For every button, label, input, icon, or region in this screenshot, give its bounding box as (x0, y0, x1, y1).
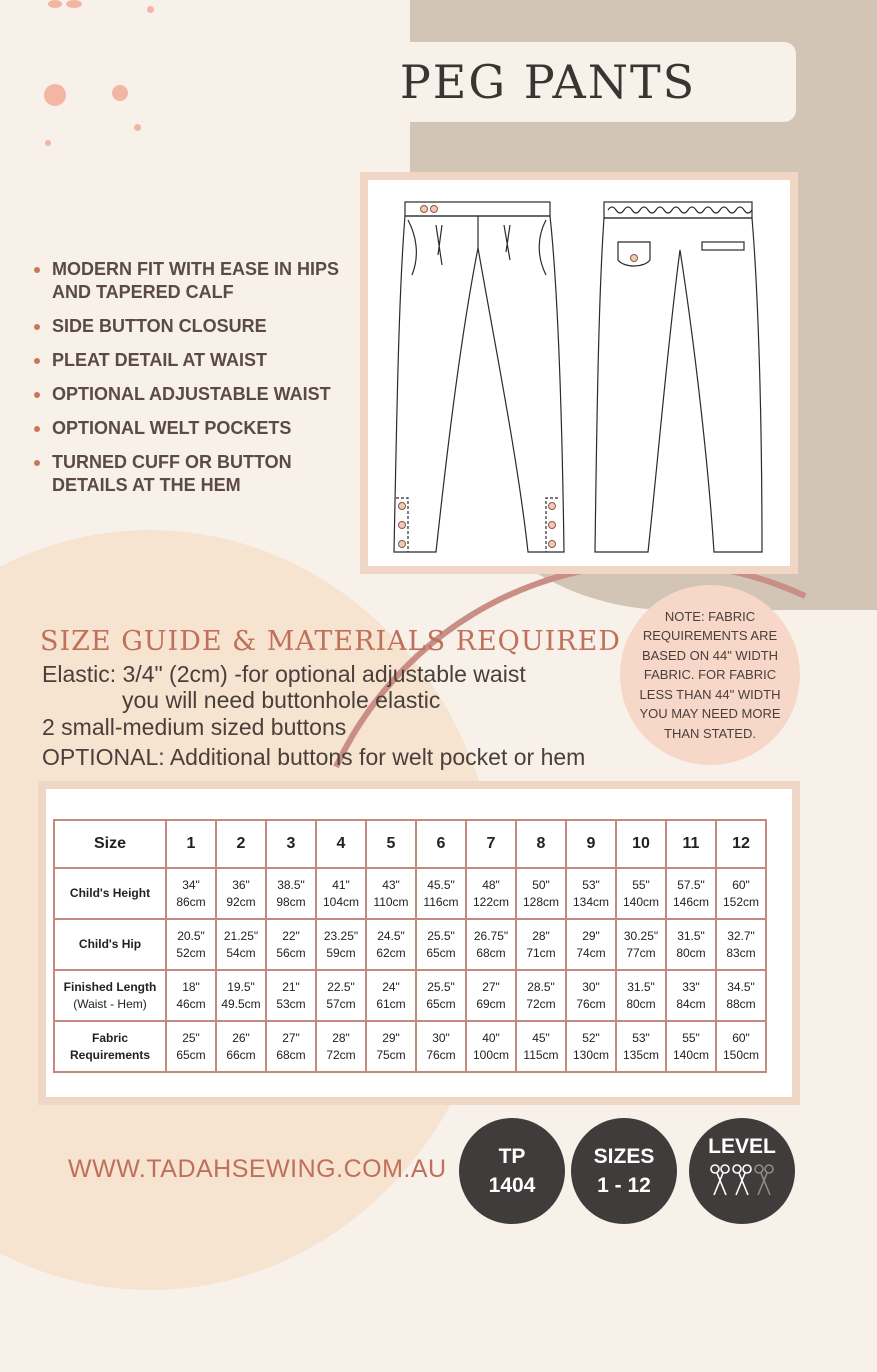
table-cell (166, 919, 216, 970)
cell-metric: 68cm (276, 1047, 306, 1062)
scissors-icon (755, 1165, 773, 1195)
button-icon (399, 503, 406, 510)
cell-metric: 134cm (572, 894, 610, 909)
cell-imperial: 34.5" (727, 979, 755, 994)
size-table-panel (46, 789, 792, 1097)
cell-metric: 76cm (426, 1047, 456, 1062)
table-cell (516, 1021, 566, 1072)
feature-item (34, 417, 354, 440)
materials-optional: OPTIONAL: Additional buttons for welt pocket or hem (42, 744, 586, 770)
cell-imperial: 28.5" (527, 979, 555, 994)
decor-dot (45, 140, 51, 146)
feature-text: MODERN FIT WITH EASE IN HIPS AND TAPERED CALF (52, 259, 340, 302)
table-header-row (54, 820, 766, 868)
cell-metric: 86cm (176, 894, 206, 909)
table-cell (266, 919, 316, 970)
table-cell (366, 970, 416, 1021)
cell-imperial: 55" (682, 1030, 700, 1045)
button-icon (431, 206, 438, 213)
materials-elastic: Elastic: 3/4" (2cm) -for optional adjustable waist (42, 661, 526, 687)
materials-elastic-detail: you will need buttonhole elastic (122, 687, 441, 713)
table-cell (166, 1021, 216, 1072)
size-header: 1 (166, 820, 216, 868)
cell-imperial: 30" (582, 979, 600, 994)
title-bar (300, 42, 796, 122)
button-icon (549, 503, 556, 510)
table-cell (316, 868, 366, 919)
website-url[interactable]: WWW.TADAHSEWING.COM.AU (68, 1155, 447, 1183)
cell-imperial: 45.5" (427, 877, 455, 892)
cell-metric: 140cm (672, 1047, 710, 1062)
table-cell (566, 1021, 616, 1072)
decor-dot (134, 124, 141, 131)
table-row (54, 1021, 766, 1072)
cell-imperial: 28" (532, 928, 550, 943)
table-cell (516, 919, 566, 970)
cell-imperial: 30" (432, 1030, 450, 1045)
bullet-icon (34, 460, 40, 466)
cell-imperial: 23.25" (323, 928, 359, 943)
table-row (54, 868, 766, 919)
bullet-icon (34, 358, 40, 364)
table-cell (316, 970, 366, 1021)
cell-metric: 65cm (426, 945, 456, 960)
table-cell (216, 970, 266, 1021)
table-cell (366, 919, 416, 970)
cell-metric: 68cm (476, 945, 506, 960)
cell-metric: 49.5cm (221, 996, 261, 1011)
technical-drawing-frame (360, 172, 798, 574)
technical-drawing (368, 180, 790, 566)
cell-metric: 135cm (622, 1047, 660, 1062)
fabric-note (620, 585, 800, 765)
table-cell (416, 868, 466, 919)
table-cell (566, 919, 616, 970)
materials-buttons: 2 small-medium sized buttons (42, 714, 347, 740)
pants-flat-sketch (368, 180, 790, 566)
size-header: 12 (716, 820, 766, 868)
cell-metric: 88cm (726, 996, 756, 1011)
table-cell (516, 970, 566, 1021)
row-label-text: Child's Hip (78, 937, 142, 951)
decor-dot (147, 6, 154, 13)
cell-metric: 65cm (176, 1047, 206, 1062)
row-label-text: Child's Height (69, 886, 151, 900)
table-cell (266, 1021, 316, 1072)
button-icon (399, 541, 406, 548)
row-label-text: Finished Length (63, 979, 157, 994)
cell-imperial: 20.5" (177, 928, 205, 943)
bullet-icon (34, 426, 40, 432)
pattern-code-label: TP (498, 1145, 526, 1168)
cell-metric: 98cm (276, 894, 306, 909)
table-cell (316, 1021, 366, 1072)
cell-imperial: 41" (332, 877, 350, 892)
bullet-icon (34, 324, 40, 330)
feature-text: OPTIONAL WELT POCKETS (52, 418, 292, 438)
cell-metric: 71cm (526, 945, 556, 960)
feature-text: SIDE BUTTON CLOSURE (52, 316, 267, 336)
table-cell (566, 970, 616, 1021)
cell-metric: 128cm (522, 894, 560, 909)
size-header: 5 (366, 820, 416, 868)
button-icon (399, 522, 406, 529)
cell-metric: 53cm (276, 996, 306, 1011)
table-cell (616, 970, 666, 1021)
feature-item (34, 258, 354, 304)
table-cell (316, 919, 366, 970)
cell-metric: 80cm (626, 996, 656, 1011)
cell-imperial: 22.5" (327, 979, 355, 994)
cell-metric: 54cm (226, 945, 256, 960)
table-cell (716, 919, 766, 970)
table-cell (266, 868, 316, 919)
table-cell (666, 868, 716, 919)
cell-imperial: 40" (482, 1030, 500, 1045)
section-title: SIZE GUIDE & MATERIALS REQUIRED (40, 626, 621, 657)
cell-imperial: 31.5" (627, 979, 655, 994)
cell-imperial: 52" (582, 1030, 600, 1045)
cell-imperial: 53" (632, 1030, 650, 1045)
cell-imperial: 25.5" (427, 928, 455, 943)
cell-metric: 77cm (626, 945, 656, 960)
cell-imperial: 60" (732, 877, 750, 892)
cell-imperial: 55" (632, 877, 650, 892)
cell-metric: 84cm (676, 996, 706, 1011)
cell-imperial: 36" (232, 877, 250, 892)
size-table (53, 819, 767, 1073)
cell-imperial: 21.25" (223, 928, 259, 943)
cell-metric: 152cm (722, 894, 760, 909)
cell-imperial: 18" (182, 979, 200, 994)
cell-metric: 66cm (226, 1047, 256, 1062)
cell-imperial: 53" (582, 877, 600, 892)
cell-imperial: 27" (482, 979, 500, 994)
button-icon (549, 541, 556, 548)
size-header: 11 (666, 820, 716, 868)
row-label-subtext: Requirements (69, 1047, 151, 1062)
cell-imperial: 24.5" (377, 928, 405, 943)
table-cell (466, 919, 516, 970)
cell-metric: 115cm (523, 1047, 559, 1062)
button-icon (421, 206, 428, 213)
table-cell (366, 868, 416, 919)
page-title: PEG PANTS (399, 55, 697, 109)
cell-metric: 65cm (426, 996, 456, 1011)
table-cell (516, 868, 566, 919)
sizes-badge (571, 1118, 677, 1224)
sizes-range: 1 - 12 (597, 1174, 651, 1197)
sizes-label: SIZES (593, 1145, 655, 1168)
cell-imperial: 29" (582, 928, 600, 943)
bullet-icon (34, 392, 40, 398)
cell-imperial: 32.7" (727, 928, 755, 943)
cell-metric: 57cm (326, 996, 356, 1011)
cell-imperial: 57.5" (677, 877, 705, 892)
cell-imperial: 21" (282, 979, 300, 994)
cell-imperial: 60" (732, 1030, 750, 1045)
cell-imperial: 26.75" (473, 928, 509, 943)
size-header: 10 (616, 820, 666, 868)
back-elastic-shirring (608, 207, 752, 213)
cell-metric: 100cm (472, 1047, 510, 1062)
table-cell (616, 868, 666, 919)
decor-dot (44, 84, 66, 106)
cell-metric: 72cm (326, 1047, 356, 1062)
cell-imperial: 30.25" (623, 928, 659, 943)
front-pants-outline (394, 216, 564, 552)
table-cell (416, 970, 466, 1021)
cell-imperial: 27" (282, 1030, 300, 1045)
fabric-note-text: NOTE: FABRIC REQUIREMENTS ARE BASED ON 44" WIDTH FABRIC. FOR FABRIC LESS THAN 44" WIDTH YOU MAY NEED MORE THAN STATED. (639, 608, 781, 741)
back-pants-outline (595, 218, 762, 552)
button-icon (549, 522, 556, 529)
table-cell (616, 1021, 666, 1072)
level-scissors (707, 1161, 777, 1201)
table-cell (666, 1021, 716, 1072)
cell-metric: 61cm (376, 996, 406, 1011)
size-header: 7 (466, 820, 516, 868)
back-welt-pocket (702, 242, 744, 250)
decor-dot (112, 85, 128, 101)
cell-imperial: 31.5" (677, 928, 705, 943)
cell-imperial: 50" (532, 877, 550, 892)
row-label (54, 1021, 166, 1072)
cell-imperial: 22" (282, 928, 300, 943)
table-cell (716, 868, 766, 919)
table-cell (466, 868, 516, 919)
level-label: LEVEL (708, 1135, 776, 1158)
cell-metric: 72cm (526, 996, 556, 1011)
table-cell (466, 970, 516, 1021)
pattern-code-badge (459, 1118, 565, 1224)
table-cell (216, 868, 266, 919)
table-cell (416, 919, 466, 970)
table-cell (716, 970, 766, 1021)
cell-metric: 150cm (722, 1047, 760, 1062)
cell-metric: 130cm (572, 1047, 610, 1062)
cell-imperial: 45" (532, 1030, 550, 1045)
back-waistband (604, 202, 752, 218)
table-row (54, 919, 766, 970)
table-cell (716, 1021, 766, 1072)
cell-imperial: 48" (482, 877, 500, 892)
cell-metric: 46cm (176, 996, 206, 1011)
cell-metric: 92cm (226, 894, 256, 909)
pattern-code-number: 1404 (488, 1174, 536, 1197)
size-header: 6 (416, 820, 466, 868)
size-header: 3 (266, 820, 316, 868)
cell-imperial: 38.5" (277, 877, 305, 892)
cell-imperial: 43" (382, 877, 400, 892)
row-label-text: Fabric (91, 1030, 128, 1045)
cell-imperial: 25.5" (427, 979, 455, 994)
decor-dot (66, 0, 82, 8)
cell-imperial: 25" (182, 1030, 200, 1045)
cell-imperial: 34" (182, 877, 200, 892)
feature-text: TURNED CUFF OR BUTTON DETAILS AT THE HEM (52, 452, 292, 495)
table-cell (266, 970, 316, 1021)
feature-text: PLEAT DETAIL AT WAIST (52, 350, 267, 370)
table-cell (466, 1021, 516, 1072)
cell-imperial: 19.5" (227, 979, 255, 994)
cell-metric: 122cm (472, 894, 510, 909)
size-header: 2 (216, 820, 266, 868)
cell-metric: 110cm (373, 894, 409, 909)
table-cell (566, 868, 616, 919)
cell-metric: 83cm (726, 945, 756, 960)
cell-metric: 56cm (276, 945, 306, 960)
cell-metric: 140cm (622, 894, 660, 909)
row-label (54, 868, 166, 919)
table-body (54, 868, 766, 1072)
size-header: 8 (516, 820, 566, 868)
cell-imperial: 26" (232, 1030, 250, 1045)
feature-text: OPTIONAL ADJUSTABLE WAIST (52, 384, 331, 404)
row-label-subtext: (Waist - Hem) (73, 996, 147, 1011)
front-pleat-right (504, 225, 510, 260)
size-header-label: Size (54, 820, 166, 868)
cell-imperial: 28" (332, 1030, 350, 1045)
feature-list (34, 258, 354, 508)
size-header: 9 (566, 820, 616, 868)
cell-imperial: 24" (382, 979, 400, 994)
level-badge (689, 1118, 795, 1224)
bullet-icon (34, 267, 40, 273)
cell-metric: 104cm (322, 894, 360, 909)
table-row (54, 970, 766, 1021)
cell-metric: 76cm (576, 996, 606, 1011)
cell-metric: 75cm (376, 1047, 406, 1062)
front-pleat-left (436, 225, 442, 265)
front-pocket-right (539, 220, 546, 275)
table-cell (666, 970, 716, 1021)
table-cell (216, 1021, 266, 1072)
cell-metric: 52cm (176, 945, 206, 960)
cell-metric: 74cm (576, 945, 606, 960)
table-cell (366, 1021, 416, 1072)
feature-item (34, 451, 354, 497)
cell-metric: 59cm (326, 945, 356, 960)
table-cell (166, 868, 216, 919)
feature-item (34, 349, 354, 372)
row-label (54, 919, 166, 970)
button-icon (631, 255, 638, 262)
table-cell (416, 1021, 466, 1072)
scissors-icon (733, 1165, 751, 1195)
cell-metric: 62cm (376, 945, 406, 960)
size-table-frame (38, 781, 800, 1105)
front-pocket-left (408, 220, 416, 275)
scissors-icon (711, 1165, 729, 1195)
size-header: 4 (316, 820, 366, 868)
cell-metric: 146cm (672, 894, 710, 909)
cell-imperial: 33" (682, 979, 700, 994)
table-cell (216, 919, 266, 970)
cell-imperial: 29" (382, 1030, 400, 1045)
cell-metric: 116cm (423, 894, 459, 909)
table-cell (666, 919, 716, 970)
feature-item (34, 315, 354, 338)
cell-metric: 69cm (476, 996, 506, 1011)
table-cell (616, 919, 666, 970)
feature-item (34, 383, 354, 406)
row-label (54, 970, 166, 1021)
cell-metric: 80cm (676, 945, 706, 960)
decor-dot (48, 0, 62, 8)
table-cell (166, 970, 216, 1021)
